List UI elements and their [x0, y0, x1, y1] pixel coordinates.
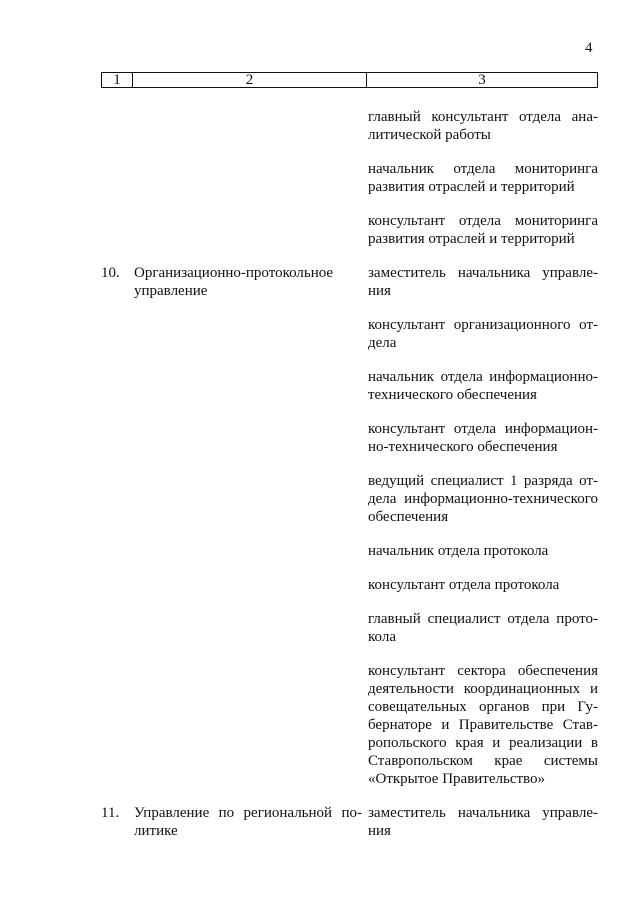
positions-list — [366, 108, 598, 264]
table-row — [101, 264, 598, 804]
table-row — [101, 804, 598, 856]
position-item: заместитель начальника управления — [368, 265, 598, 299]
position-item: консультант отдела мониторинга развития отраслей и территорий — [368, 213, 598, 247]
table-row — [101, 108, 598, 264]
department-name: Управление по региональной политике — [134, 805, 362, 839]
position-item: начальник отдела протокола — [368, 543, 549, 559]
position-item: главный консультант отдела аналитической работы — [368, 109, 598, 143]
table-body — [101, 108, 598, 856]
row-number: 10. — [101, 265, 120, 281]
page-number: 4 — [585, 40, 593, 56]
department-name: Организационно-протокольное управление — [134, 265, 334, 299]
position-item: консультант сектора обеспечения деятельности координационных и совещательных органов при Губернаторе и Правительстве Ставропольского края и реализации в Ставропольском крае системы «Открытое Правительство» — [368, 663, 598, 787]
position-item: консультант отдела протокола — [368, 577, 560, 593]
header-col-1: 1 — [102, 73, 133, 87]
header-col-3: 3 — [478, 72, 486, 88]
position-item: консультант отдела информационно-технического обеспечения — [368, 421, 598, 455]
row-number: 11. — [101, 805, 120, 821]
position-item: консультант организационного отдела — [368, 317, 598, 351]
table-header — [101, 72, 598, 88]
header-col-2: 2 — [133, 73, 367, 87]
position-item: начальник отдела мониторинга развития отраслей и территорий — [368, 161, 598, 195]
positions-list — [366, 804, 598, 856]
positions-list — [366, 264, 598, 804]
position-item: главный специалист отдела протокола — [368, 611, 598, 645]
position-item: заместитель начальника управления — [368, 805, 598, 839]
position-item: ведущий специалист 1 разряда отдела информационно-технического обеспечения — [368, 473, 598, 525]
position-item: начальник отдела информационно-технического обеспечения — [368, 369, 598, 403]
